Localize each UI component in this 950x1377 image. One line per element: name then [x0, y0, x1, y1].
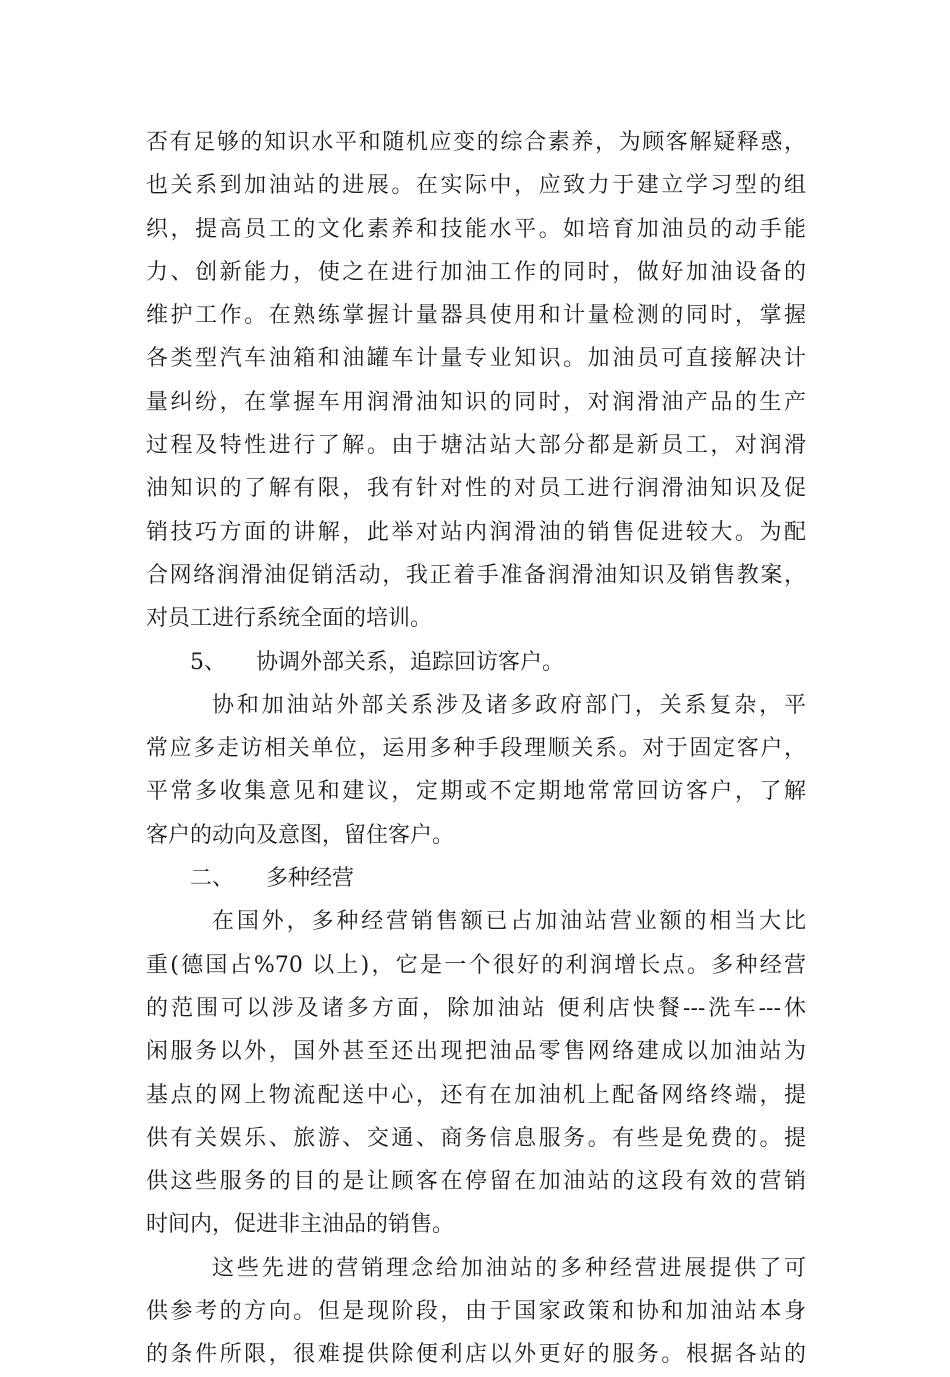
text-line: 协和加油站外部关系涉及诸多政府部门，关系复杂，平 — [212, 692, 806, 718]
text-line: 在国外，多种经营销售额已占加油站营业额的相当大比 — [212, 909, 806, 935]
section-2-heading — [146, 857, 806, 900]
text-line: 常应多走访相关单位，运用多种手段理顺关系。对于固定客户， — [146, 736, 806, 762]
heading-text: 多种经营 — [266, 866, 355, 892]
text-line: 的条件所限，很难提供除便利店以外更好的服务。根据各站的 — [146, 1342, 806, 1368]
text-line: 合网络润滑油促销活动，我正着手准备润滑油知识及销售教案， — [146, 562, 806, 588]
text-line: 的范围可以涉及诸多方面，除加油站 便利店快餐---洗车---休 — [146, 995, 806, 1021]
text-line: 供有关娱乐、旅游、交通、商务信息服务。有些是免费的。提 — [146, 1125, 806, 1151]
text-line: 维护工作。在熟练掌握计量器具使用和计量检测的同时，掌握 — [146, 303, 806, 329]
text-line: 基点的网上物流配送中心，还有在加油机上配备网络终端，提 — [146, 1082, 806, 1108]
heading-text: 协调外部关系，追踪回访客户。 — [256, 649, 565, 675]
text-line: 对员工进行系统全面的培训。 — [146, 606, 433, 632]
text-line: 这些先进的营销理念给加油站的多种经营进展提供了可 — [212, 1255, 806, 1281]
text-line: 织，提高员工的文化素养和技能水平。如培育加油员的动手能 — [146, 216, 806, 242]
document-body — [146, 121, 806, 1377]
text-line: 力、创新能力，使之在进行加油工作的同时，做好加油设备的 — [146, 259, 806, 285]
heading-number: 5、 — [190, 649, 226, 675]
paragraph-external-relations — [146, 684, 806, 857]
text-line: 量纠纷，在掌握车用润滑油知识的同时，对润滑油产品的生产 — [146, 389, 806, 415]
text-line: 销技巧方面的讲解，此举对站内润滑油的销售促进较大。为配 — [146, 519, 806, 545]
text-line: 闲服务以外，国外甚至还出现把油品零售网络建成以加油站为 — [146, 1039, 806, 1065]
heading-number: 二、 — [190, 866, 235, 892]
text-line: 平常多收集意见和建议，定期或不定期地常常回访客户，了解 — [146, 779, 806, 805]
text-line: 重(德国占%70 以上)，它是一个很好的利润增长点。多种经营 — [146, 952, 806, 978]
paragraph-continuation — [146, 121, 806, 641]
paragraph-abroad — [146, 900, 806, 1246]
text-line: 否有足够的知识水平和随机应变的综合素养，为顾客解疑释惑， — [146, 130, 806, 155]
text-line: 客户的动向及意图，留住客户。 — [146, 822, 455, 848]
text-line: 也关系到加油站的进展。在实际中，应致力于建立学习型的组 — [146, 173, 806, 199]
text-line: 各类型汽车油箱和油罐车计量专业知识。加油员可直接解决计 — [146, 346, 806, 372]
section-5-heading — [146, 641, 806, 684]
text-line: 过程及特性进行了解。由于塘沽站大部分都是新员工，对润滑 — [146, 433, 806, 459]
text-line: 油知识的了解有限，我有针对性的对员工进行润滑油知识及促 — [146, 476, 806, 502]
paragraph-advanced-concepts — [146, 1247, 806, 1377]
text-line: 供参考的方向。但是现阶段，由于国家政策和协和加油站本身 — [146, 1299, 806, 1325]
text-line: 时间内，促进非主油品的销售。 — [146, 1212, 455, 1238]
text-line: 供这些服务的目的是让顾客在停留在加油站的这段有效的营销 — [146, 1169, 806, 1195]
